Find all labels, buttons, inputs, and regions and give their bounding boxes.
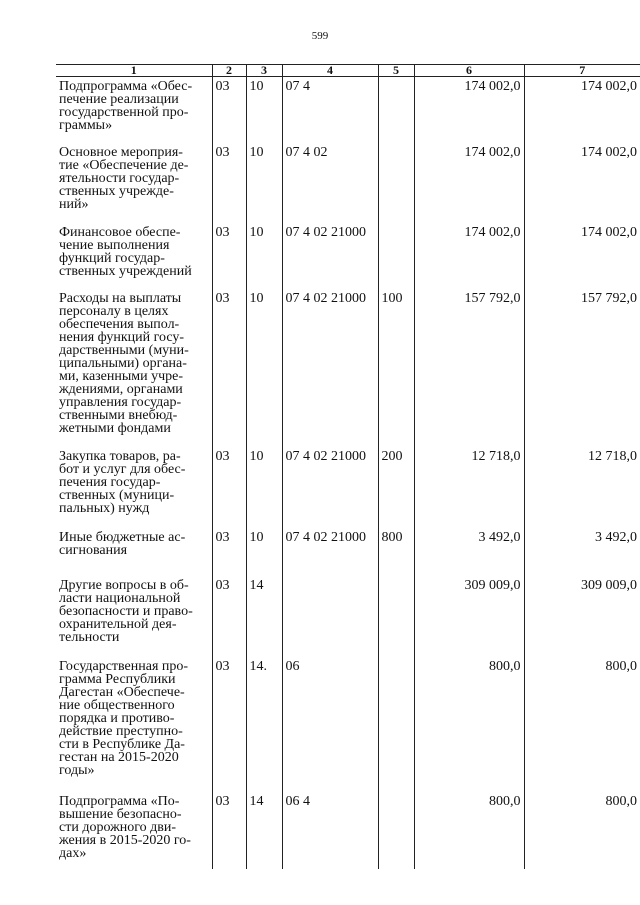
column-header-1: 1: [56, 65, 212, 77]
row-amount-1: 174 002,0: [414, 143, 524, 223]
row-target-article-code: 06 4: [282, 792, 378, 869]
row-target-article-code: 07 4 02 21000: [282, 528, 378, 576]
row-section-code: 03: [212, 289, 246, 447]
row-section-code: 03: [212, 223, 246, 289]
row-amount-2: 12 718,0: [524, 447, 640, 528]
row-expense-type-code: 100: [378, 289, 414, 447]
row-target-article-code: [282, 576, 378, 657]
row-amount-1: 3 492,0: [414, 528, 524, 576]
row-amount-2: 3 492,0: [524, 528, 640, 576]
row-subsection-code: 10: [246, 528, 282, 576]
table-row: [56, 223, 640, 289]
row-target-article-code: 07 4 02 21000: [282, 289, 378, 447]
row-subsection-code: 10: [246, 289, 282, 447]
row-amount-1: 174 002,0: [414, 77, 524, 144]
row-section-code: 03: [212, 528, 246, 576]
row-expense-type-code: [378, 657, 414, 792]
row-name: Подпрограмма «Обес- печение реализации государственной про- граммы»: [59, 79, 193, 133]
row-subsection-code: 10: [246, 143, 282, 223]
row-name: Иные бюджетные ас- сигнования: [59, 530, 186, 558]
table-row: [56, 77, 640, 144]
row-amount-2: 174 002,0: [524, 143, 640, 223]
row-target-article-code: 07 4 02 21000: [282, 223, 378, 289]
row-amount-2: 174 002,0: [524, 77, 640, 144]
row-subsection-code: 10: [246, 77, 282, 144]
row-expense-type-code: [378, 576, 414, 657]
row-amount-1: 157 792,0: [414, 289, 524, 447]
row-amount-1: 309 009,0: [414, 576, 524, 657]
table-row: [56, 143, 640, 223]
row-name: Государственная про- грамма Республики Дагестан «Обеспече- ние общественного порядка и противо- действие преступно- сти в Республике Да- гестан на 2015-2020 годы»: [59, 659, 189, 778]
table-row: [56, 657, 640, 792]
row-section-code: 03: [212, 77, 246, 144]
table-row: [56, 528, 640, 576]
row-expense-type-code: [378, 223, 414, 289]
table-header-row: [56, 65, 640, 77]
row-name: Подпрограмма «По- вышение безопасно- сти дорожного дви- жения в 2015-2020 го- дах»: [59, 794, 191, 861]
row-amount-1: 174 002,0: [414, 223, 524, 289]
row-section-code: 03: [212, 143, 246, 223]
row-expense-type-code: 200: [378, 447, 414, 528]
row-target-article-code: 06: [282, 657, 378, 792]
row-target-article-code: 07 4: [282, 77, 378, 144]
row-subsection-code: 14: [246, 792, 282, 869]
table-row: [56, 576, 640, 657]
row-amount-2: 157 792,0: [524, 289, 640, 447]
row-name: Финансовое обеспе- чение выполнения функций государ- ственных учреждений: [59, 225, 192, 279]
page-number: 599: [311, 30, 329, 42]
column-header-3: 3: [246, 65, 282, 77]
row-amount-2: 309 009,0: [524, 576, 640, 657]
row-subsection-code: 10: [246, 223, 282, 289]
table-row: [56, 447, 640, 528]
row-expense-type-code: [378, 77, 414, 144]
table-row: [56, 792, 640, 869]
row-section-code: 03: [212, 792, 246, 869]
row-name: Основное мероприя- тие «Обеспечение де- ятельности государ- ственных учрежде- ний»: [59, 145, 189, 212]
row-amount-2: 174 002,0: [524, 223, 640, 289]
table-row: [56, 289, 640, 447]
column-header-5: 5: [378, 65, 414, 77]
row-section-code: 03: [212, 576, 246, 657]
row-subsection-code: 14: [246, 576, 282, 657]
column-header-2: 2: [212, 65, 246, 77]
column-header-7: 7: [524, 65, 640, 77]
row-name: Другие вопросы в об- ласти национальной безопасности и право- охранительной дея- тельности: [59, 578, 193, 645]
row-subsection-code: 14.: [246, 657, 282, 792]
row-amount-2: 800,0: [524, 657, 640, 792]
column-header-6: 6: [414, 65, 524, 77]
row-section-code: 03: [212, 657, 246, 792]
row-subsection-code: 10: [246, 447, 282, 528]
row-amount-1: 800,0: [414, 792, 524, 869]
row-section-code: 03: [212, 447, 246, 528]
row-name: Закупка товаров, ра- бот и услуг для обес- печения государ- ственных (муници- пальных) нужд: [59, 449, 186, 516]
column-header-4: 4: [282, 65, 378, 77]
row-expense-type-code: [378, 792, 414, 869]
row-target-article-code: 07 4 02 21000: [282, 447, 378, 528]
row-expense-type-code: [378, 143, 414, 223]
budget-table: [56, 64, 640, 869]
row-amount-1: 12 718,0: [414, 447, 524, 528]
row-target-article-code: 07 4 02: [282, 143, 378, 223]
row-expense-type-code: 800: [378, 528, 414, 576]
row-amount-2: 800,0: [524, 792, 640, 869]
row-name: Расходы на выплаты персоналу в целях обеспечения выпол- нения функций госу- дарственными (муни- ципальными) органа- ми, казенными учре- ждениями, органами управления государ- ственными внебюд- жетными фондами: [59, 291, 189, 436]
row-amount-1: 800,0: [414, 657, 524, 792]
